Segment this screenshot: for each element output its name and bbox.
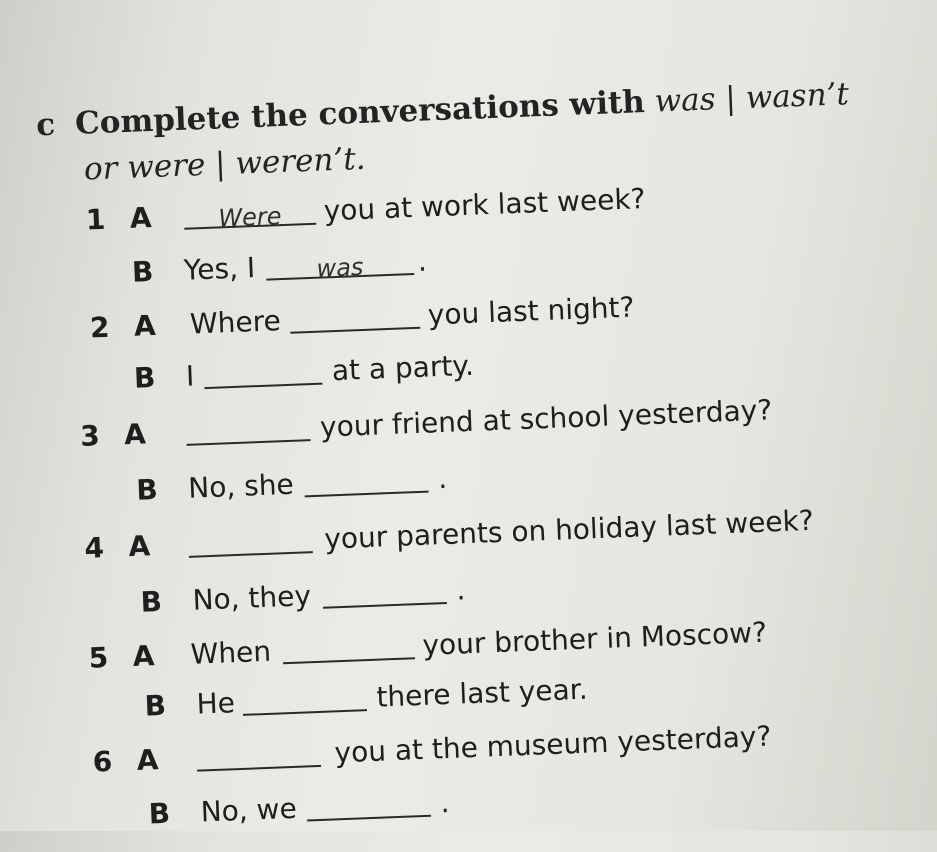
sentence-punct: . xyxy=(439,786,451,820)
sentence-text: He xyxy=(195,686,236,721)
speaker-a: A xyxy=(123,417,147,452)
speaker-a: A xyxy=(127,529,151,564)
sentence-text: your friend at school yesterday? xyxy=(319,393,773,444)
word-or: or xyxy=(83,150,119,188)
answer-blank[interactable] xyxy=(186,411,311,446)
answer-blank[interactable] xyxy=(183,195,316,233)
instruction-text: Complete the conversations with xyxy=(74,84,646,142)
sentence-text: Where xyxy=(189,304,282,341)
sentence-text: No, she xyxy=(187,467,295,505)
item-number: 3 xyxy=(79,419,101,453)
answer-blank[interactable] xyxy=(282,629,415,664)
answer-blank[interactable] xyxy=(304,463,429,498)
answer-blank[interactable] xyxy=(188,523,313,558)
speaker-b: B xyxy=(148,796,171,831)
sentence-text: Yes, I xyxy=(183,251,256,287)
sentence-text: your brother in Moscow? xyxy=(421,615,768,662)
speaker-b: B xyxy=(135,472,159,507)
answer-blank[interactable] xyxy=(242,681,367,716)
item-number: 2 xyxy=(89,310,111,345)
item-number: 6 xyxy=(92,744,113,779)
speaker-b: B xyxy=(143,688,167,723)
separator: | xyxy=(204,145,237,183)
sentence-punct: . xyxy=(417,244,428,278)
instruction-period: . xyxy=(354,140,367,178)
answer-blank[interactable] xyxy=(196,737,321,772)
speaker-a: A xyxy=(133,308,157,343)
sentence-text: you last night? xyxy=(427,290,635,332)
speaker-a: A xyxy=(132,639,156,674)
item-number: 1 xyxy=(85,202,107,237)
sentence-text: there last year. xyxy=(375,672,589,714)
word-wasnt: wasn’t xyxy=(744,76,850,117)
answer-blank[interactable] xyxy=(289,299,420,334)
word-were: were xyxy=(126,146,206,186)
speaker-a: A xyxy=(136,743,159,777)
exercise-instruction-line2 xyxy=(83,141,366,188)
separator: | xyxy=(714,80,747,118)
speaker-b: B xyxy=(131,254,154,289)
sentence-text: No, they xyxy=(191,579,312,617)
sentence-punct: . xyxy=(455,573,466,607)
speaker-a: A xyxy=(129,201,153,235)
answer-blank[interactable] xyxy=(265,245,414,281)
answer-text: was xyxy=(316,252,364,283)
speaker-b: B xyxy=(140,584,163,619)
sentence-text: your parents on holiday last week? xyxy=(323,503,815,556)
answer-blank[interactable] xyxy=(203,355,322,390)
word-was: was xyxy=(653,81,717,120)
sentence-text: I xyxy=(185,359,195,393)
item-number: 4 xyxy=(83,531,105,565)
sentence-text: you at the museum yesterday? xyxy=(333,719,772,770)
answer-blank[interactable] xyxy=(306,787,431,822)
exercise-instruction-line1 xyxy=(36,76,850,143)
exercise-letter: c xyxy=(35,106,56,144)
sentence-text: you at work last week? xyxy=(323,182,647,228)
sentence-text: When xyxy=(190,634,272,671)
sentence-text: No, we xyxy=(200,791,298,829)
answer-text: Were xyxy=(217,202,283,233)
item-number: 5 xyxy=(88,641,109,675)
answer-blank[interactable] xyxy=(322,574,447,609)
word-werent: weren’t xyxy=(234,141,357,182)
speaker-b: B xyxy=(133,360,156,395)
sentence-text: at a party. xyxy=(331,348,475,388)
sentence-punct: . xyxy=(437,461,448,496)
